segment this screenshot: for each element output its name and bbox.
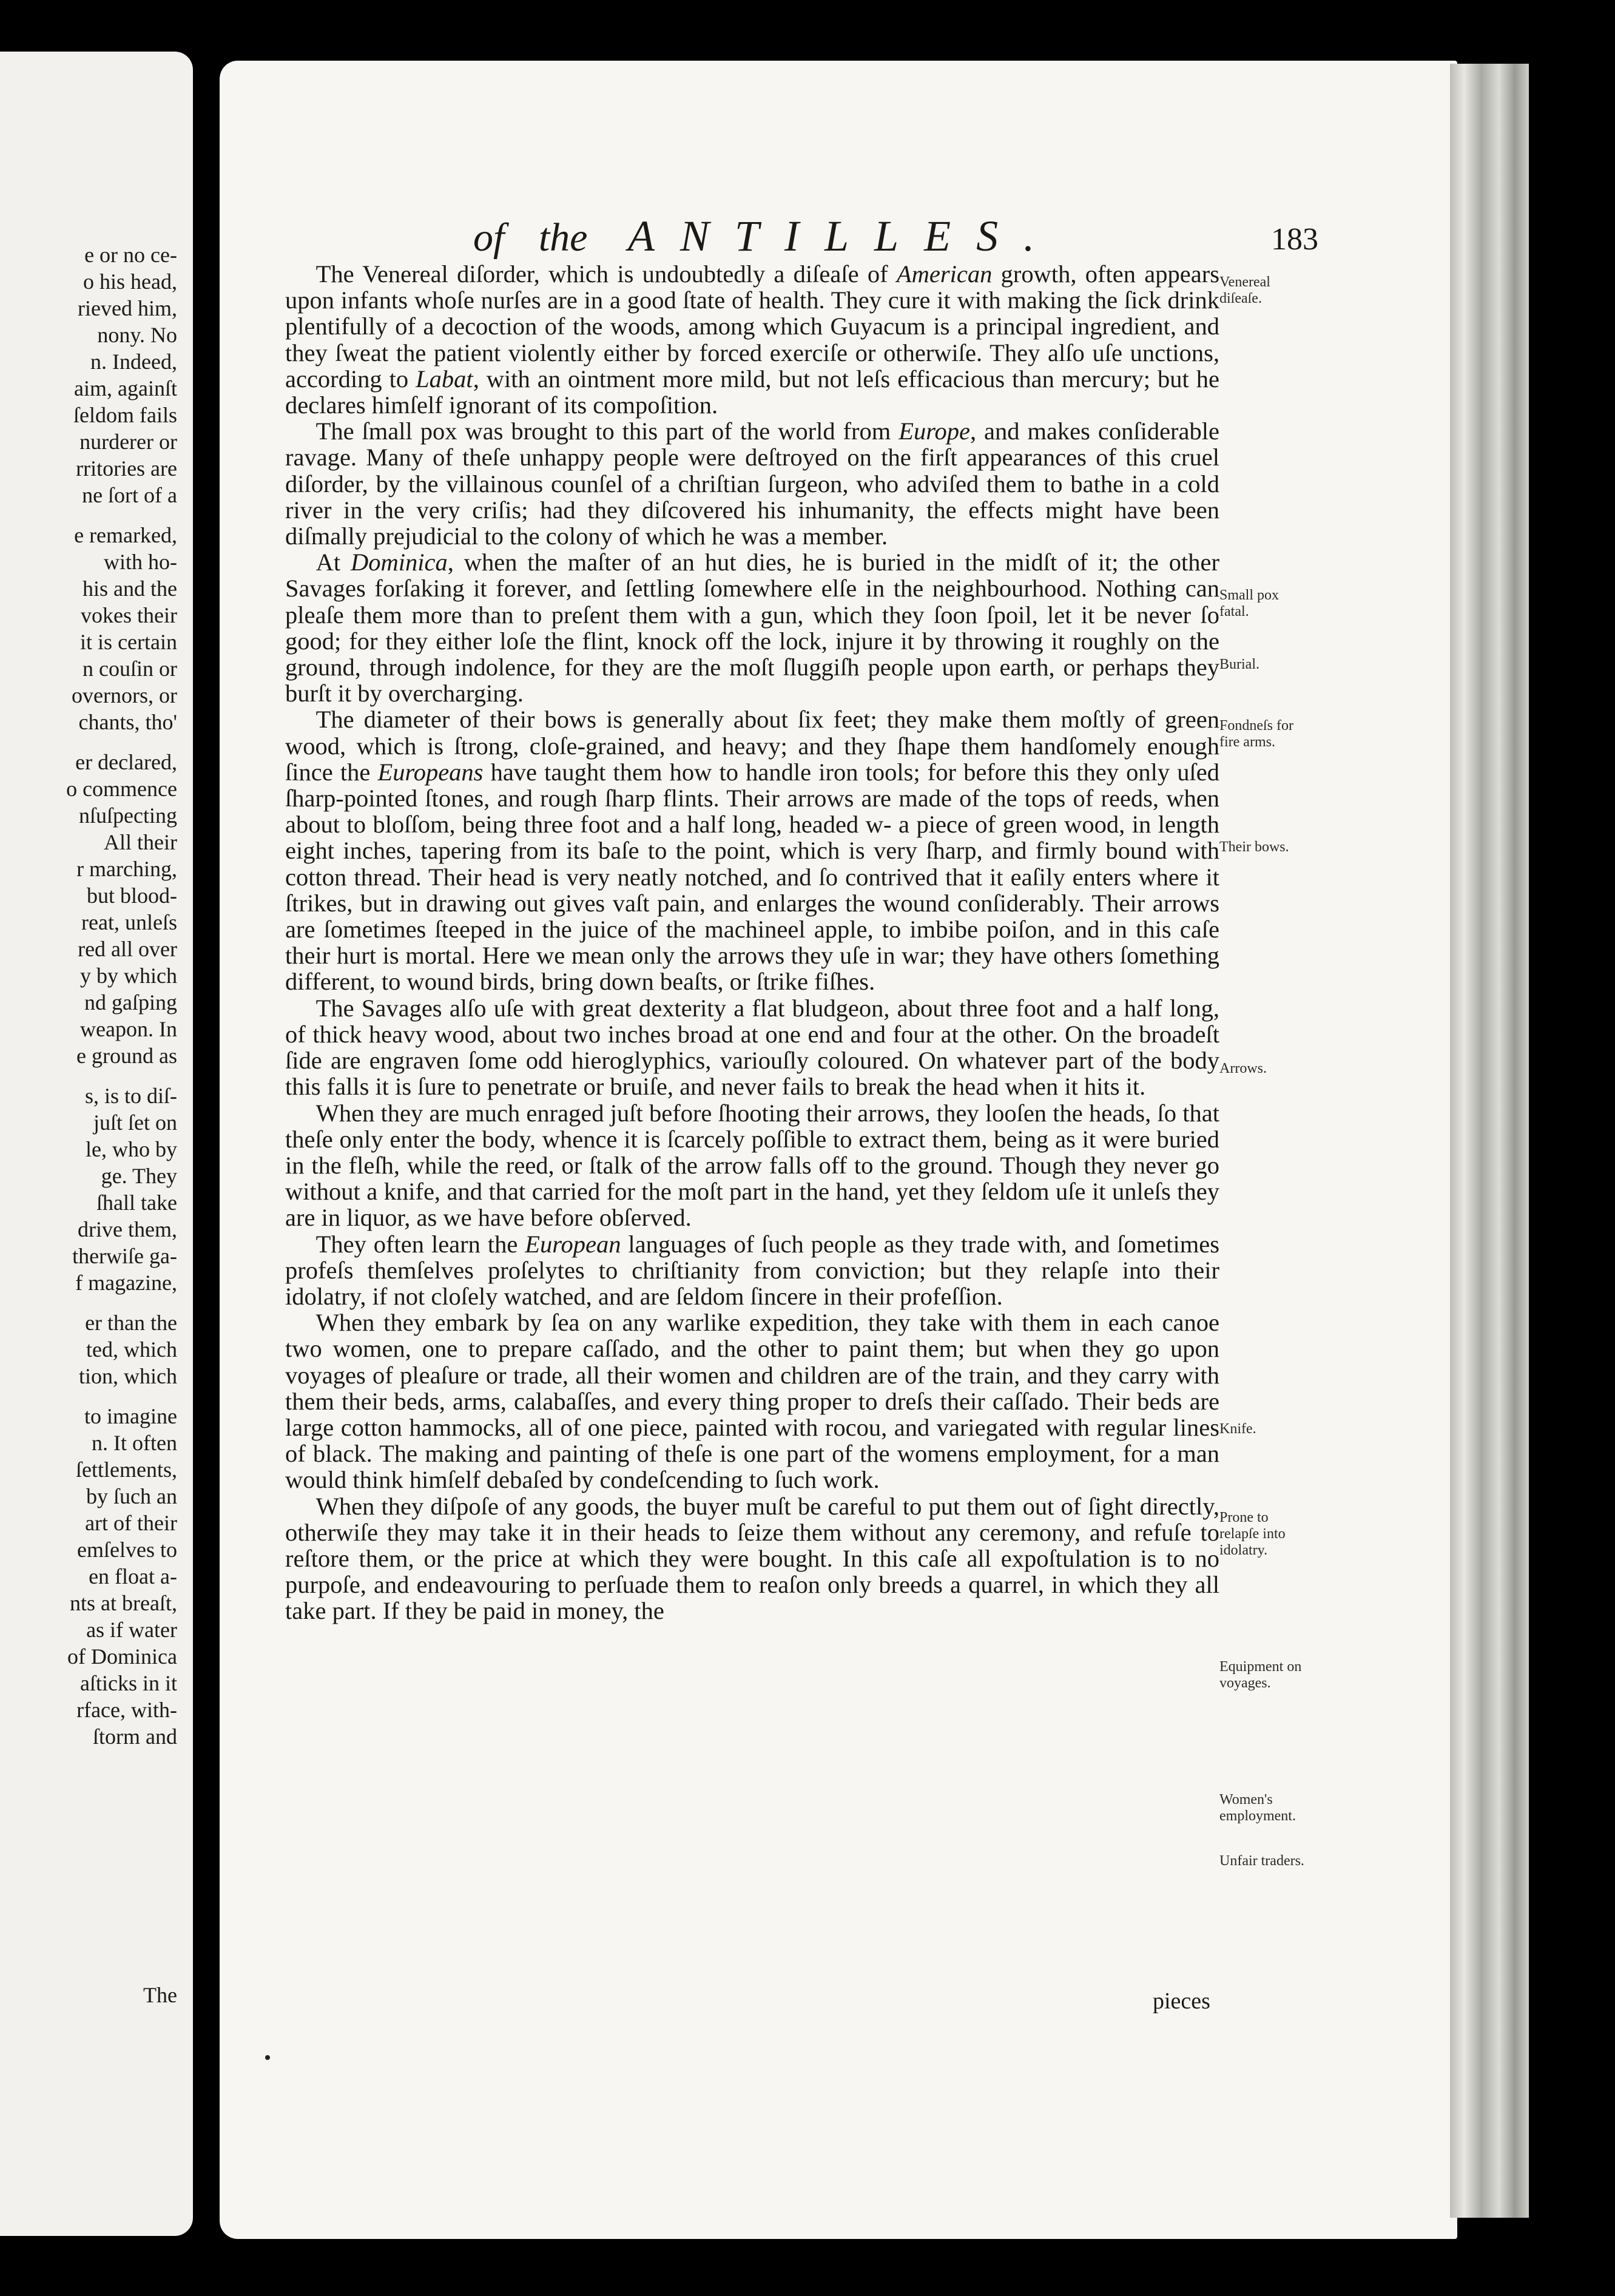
left-page-line: nſuſpecting xyxy=(79,803,177,828)
left-page-line: reat, unleſs xyxy=(81,910,177,934)
left-page-line: e or no ce- xyxy=(84,243,177,267)
left-page-line: therwiſe ga- xyxy=(72,1244,177,1268)
left-page-line: nts at breaſt, xyxy=(70,1591,177,1615)
left-page-line: ſhall take xyxy=(96,1190,177,1215)
left-page-line: er declared, xyxy=(75,750,177,774)
paragraph: When they embark by ſea on any warlike expedition, they take with them in each canoe two women, one to prepare caſſado, and the other to paint them; but when they go upon voyages of pleaſure or trade, all their women and children are of the train, and they carry with them their beds, arms, calabaſſes, and every thing proper to dreſs their caſſado. Their beds are large cotton hammocks, all of one piece, painted with rocou, and variegated with regular lines of black. The making and painting of theſe is one part of the womens employment, for a man would think himſelf debaſed by condeſcending to ſuch work. xyxy=(285,1309,1219,1494)
previous-page-fragment xyxy=(0,52,193,2236)
left-page-line: All their xyxy=(104,830,177,854)
left-page-line: to imagine xyxy=(84,1404,177,1428)
paragraph: The diameter of their bows is generally about ſix feet; they make them moſtly of green wood, which is ſtrong, cloſe-grained, and heavy; and they ſhape them handſomely enough ſince the Europeans have taught them how to handle iron tools; for before this they only uſed ſharp-pointed ſtones, and rough ſharp flints. Their arrows are made of the tops of reeds, when about to bloſſom, being three foot and a half long, headed w- a piece of green wood, in length eight inches, tapering from its baſe to the point, which is very ſharp, and firmly bound with cotton thread. Their head is very neatly notched, and ſo contrived that it eaſily enters where it ſtrikes, but in drawing out gives vaſt pain, and enlarges the wound conſiderably. Their arrows are ſometimes ſteeped in the juice of the machineel apple, to imbibe poiſon, and in this caſe their hurt is mortal. Here we mean only the arrows they uſe in war; they have others ſomething different, to wound birds, bring down beaſts, or ſtrike fiſhes. xyxy=(285,706,1220,996)
left-page-line: art of their xyxy=(85,1511,177,1535)
left-page-line: his and the xyxy=(83,576,177,601)
margin-note: Women's employment. xyxy=(1219,1792,1296,1824)
left-page-line: nony. No xyxy=(97,323,177,347)
left-page-line: red all over xyxy=(78,937,177,961)
page-edge xyxy=(1450,64,1529,2218)
margin-note: Fondneſs for fire arms. xyxy=(1219,718,1293,750)
left-page-line: f magazine, xyxy=(75,1271,177,1295)
left-page-line: r marching, xyxy=(76,857,177,881)
left-page-line: as if water xyxy=(86,1618,177,1642)
paragraph: At Dominica, when the maſter of an hut dies, he is buried in the midſt of it; the other Savages forſaking it forever, and ſettling ſomewhere elſe in the neighbourhood. Nothing can pleaſe them more than to preſent them with a gun, which they ſoon ſpoil, let it be never ſo good; for they either loſe the flint, knock off the lock, injure it by throwing it roughly on the ground, through indolence, for they are the moſt ſluggiſh people upon earth, or perhaps they burſt it by overcharging. xyxy=(285,549,1220,707)
left-page-line: ge. They xyxy=(101,1164,177,1188)
header-title: ANTILLES. xyxy=(627,212,1060,260)
margin-note: Burial. xyxy=(1219,657,1259,672)
left-page-line: with ho- xyxy=(104,550,177,574)
paragraph: The Savages alſo uſe with great dexterity a flat bludgeon, about three foot and a half long, of thick heavy wood, about two inches broad at one end and four at the other. On the broadeſt ſide are engraven ſome odd hieroglyphics, variouſly coloured. On whatever part of the body this falls it is ſure to penetrate or bruiſe, and never fails to break the head when it hits it. xyxy=(285,994,1219,1101)
left-page-line: rface, with- xyxy=(76,1698,177,1722)
left-page-line: The xyxy=(143,1983,177,2007)
left-page-line: e remarked, xyxy=(74,523,177,547)
margin-note: Knife. xyxy=(1219,1421,1256,1437)
left-page-line: weapon. In xyxy=(80,1017,177,1041)
running-header xyxy=(473,211,1060,262)
header-of: of xyxy=(473,215,505,260)
left-page-line: n. It often xyxy=(92,1431,177,1455)
margin-note: Equipment on voyages. xyxy=(1219,1659,1302,1691)
margin-note: Arrows. xyxy=(1219,1061,1267,1076)
body-text xyxy=(285,261,1219,1624)
left-page-line: n. Indeed, xyxy=(90,349,177,374)
left-page-line: aſticks in it xyxy=(80,1671,177,1695)
left-page-line: en float a- xyxy=(89,1564,177,1589)
ink-speck xyxy=(265,2055,270,2060)
left-page-line: overnors, or xyxy=(72,683,177,707)
paragraph: The ſmall pox was brought to this part of the world from Europe, and makes conſiderable ravage. Many of theſe unhappy people were deſtroyed on the firſt appearances of this cruel diſorder, by the villainous counſel of a chriſtian ſurgeon, who adviſed them to bathe in a cold river in the very criſis; had they diſcovered his inhumanity, the effects might have been diſmally prejudicial to the colony of which he was a member. xyxy=(285,417,1219,550)
margin-note: Their bows. xyxy=(1219,839,1289,855)
left-page-line: n couſin or xyxy=(83,657,177,681)
left-page-line: y by which xyxy=(80,964,177,988)
left-page-line: emſelves to xyxy=(77,1538,177,1562)
left-page-line: aim, againſt xyxy=(74,376,177,400)
margin-note: Unfair traders. xyxy=(1219,1853,1304,1869)
left-page-line: by ſuch an xyxy=(86,1484,177,1508)
left-page-line: o his head, xyxy=(83,269,177,294)
left-page-line: rritories are xyxy=(76,456,177,481)
left-page-line: of Dominica xyxy=(67,1644,177,1669)
left-page-line: o commence xyxy=(66,777,177,801)
left-page-line: tion, which xyxy=(79,1364,177,1388)
margin-note: Venereal diſeaſe. xyxy=(1219,274,1270,306)
paragraph: The Venereal diſorder, which is undoubtedly a diſeaſe of American growth, often appears upon infants whoſe nurſes are in a good ſtate of health. They cure it with making the ſick drink plentifully of a decoction of the woods, among which Guyacum is a principal ingredient, and they ſweat the patient violently either by forced exerciſe or otherwiſe. They alſo uſe unctions, according to Labat, with an ointment more mild, but not leſs efficacious than mercury; but he declares himſelf ignorant of its compoſition. xyxy=(285,260,1220,419)
left-page-line: ne ſort of a xyxy=(82,483,177,507)
left-page-line: but blood- xyxy=(87,883,177,908)
paragraph: When they diſpoſe of any goods, the buyer muſt be careful to put them out of ſight directly, otherwiſe they may take it in their heads to ſeize them without any ceremony, and refuſe to reſtore them, or the price at which they were bought. In this caſe all expoſtulation is to no purpoſe, and endeavouring to perſuade them to reaſon only breeds a quarrel, in which they all take part. If they be paid in money, the xyxy=(285,1492,1219,1625)
paragraph: They often learn the European languages of ſuch people as they trade with, and ſometimes profeſs themſelves proſelytes to chriſtianity from conviction; but they relapſe into their idolatry, if not cloſely watched, and are ſeldom ſincere in their profeſſion. xyxy=(285,1230,1219,1310)
left-page-line: vokes their xyxy=(81,603,177,627)
margin-note: Prone to relapſe into idolatry. xyxy=(1219,1510,1286,1558)
left-page-line: e ground as xyxy=(76,1044,177,1068)
left-page-line: nurderer or xyxy=(79,430,177,454)
left-page-line: ted, which xyxy=(86,1337,177,1362)
left-page-line: it is certain xyxy=(80,630,177,654)
left-page-line: drive them, xyxy=(78,1217,177,1241)
left-page-line: le, who by xyxy=(86,1137,177,1161)
header-the: the xyxy=(538,215,588,260)
page-number: 183 xyxy=(1271,222,1318,257)
left-page-line: nd gaſping xyxy=(84,990,177,1015)
left-page-line: juſt ſet on xyxy=(93,1110,177,1135)
paragraph: When they are much enraged juſt before ſhooting their arrows, they looſen the heads, ſo that theſe only enter the body, whence it is ſcarcely poſſible to extract them, being as it were buried in the fleſh, while the reed, or ſtalk of the arrow falls off to the ground. Though they never go without a knife, and that carried for the moſt part in the hand, yet they ſeldom uſe it unleſs they are in liquor, as we have before obſerved. xyxy=(285,1099,1219,1232)
left-page-line: chants, tho' xyxy=(78,710,177,734)
left-page-line: ſeldom fails xyxy=(73,403,177,427)
left-page-line: rieved him, xyxy=(78,296,177,320)
left-page-line: er than the xyxy=(85,1311,177,1335)
left-page-line: s, is to diſ- xyxy=(84,1084,177,1108)
margin-note: Small pox fatal. xyxy=(1219,587,1280,620)
left-page-line: ſtorm and xyxy=(93,1724,177,1749)
catchword: pieces xyxy=(1153,1988,1210,2014)
left-page-line: ſettlements, xyxy=(76,1457,177,1482)
